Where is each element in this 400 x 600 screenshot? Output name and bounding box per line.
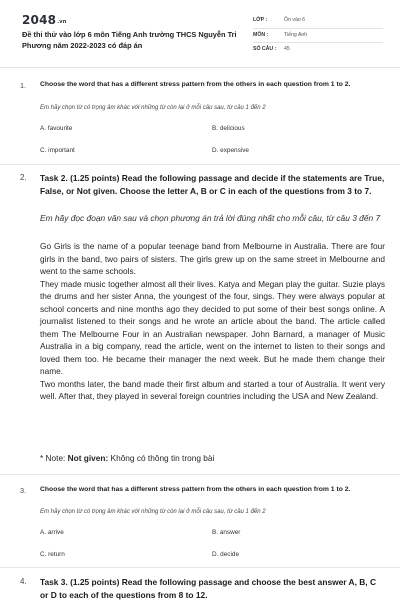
meta-row-class xyxy=(253,14,383,29)
site-logo[interactable] xyxy=(22,13,67,27)
question-divider xyxy=(0,474,400,475)
meta-row-subject xyxy=(253,29,383,44)
answer-option-b[interactable]: B. answer xyxy=(212,529,241,536)
question-divider xyxy=(0,567,400,568)
note-prefix: * Note: xyxy=(40,453,68,463)
task-instruction: Em hãy đọc đoạn văn sau và chọn phương án trả lời đúng nhất cho mỗi câu, từ câu 3 đến 7 xyxy=(40,213,381,223)
logo-main: 2048 xyxy=(22,13,57,27)
question-number: 3. xyxy=(20,486,26,495)
meta-value: 45 xyxy=(284,46,290,52)
passage-paragraph: Go Girls is the name of a popular teenage band from Melbourne in Australia. There are four girls in the band, two pairs of sisters. The girls grew up on the same street in Melbourne and went to the same schools. xyxy=(40,241,385,276)
question-text: Choose the word that has a different stress pattern from the others in each question from 1 to 2. xyxy=(40,486,351,493)
question-instruction: Em hãy chọn từ có trọng âm khác với những từ còn lại ở mỗi câu sau, từ câu 1 đến 2 xyxy=(40,105,266,111)
answer-option-c[interactable]: C. return xyxy=(40,551,65,558)
exam-meta xyxy=(253,14,383,58)
task-title: Task 3. (1.25 points) Read the following passage and choose the best answer A, B, C or D to each of the questions from 8 to 12. xyxy=(40,577,377,600)
question-number: 2. xyxy=(20,173,27,182)
meta-label: SỐ CÂU : xyxy=(253,46,277,52)
meta-label: LỚP : xyxy=(253,17,268,23)
answer-option-c[interactable]: C. important xyxy=(40,147,75,154)
answer-option-a[interactable]: A. favourite xyxy=(40,125,73,132)
passage-paragraph: Two months later, the band made their first album and started a tour of Australia. It went very well. After that, they played in several foreign countries including the USA and New Zealand. xyxy=(40,378,385,401)
reading-passage xyxy=(40,240,385,403)
meta-label: MÔN : xyxy=(253,31,269,38)
question-number: 1. xyxy=(20,81,26,90)
page-header xyxy=(0,0,400,66)
answer-option-b[interactable]: B. delicious xyxy=(212,125,245,132)
question-text: Choose the word that has a different stress pattern from the others in each question from 1 to 2. xyxy=(40,81,351,88)
answer-option-d[interactable]: D. decide xyxy=(212,551,239,558)
question-instruction: Em hãy chọn từ có trọng âm khác với những từ còn lại ở mỗi câu sau, từ câu 1 đến 2 xyxy=(40,509,266,515)
passage-paragraph: They made music together almost all their lives. Katya and Megan play the guitar. Suzie plays the drums and her sister Anna, the youngest of the four, sings. They were always popular at school concerts and nine months ago they decided to put some of their best songs online. A journalist listened to their songs and he wrote an article about the band. The article called them The Melbourne Four in an Australian newspaper. John Barnard, a manager of Music Australia in a big company, read the article, went on the internet to listen to their songs and loved them too. He became their manager the next week. But he made them change their name. xyxy=(40,278,385,376)
meta-value: Ôn vào 6 xyxy=(284,17,306,23)
question-number: 4. xyxy=(20,577,27,586)
task-title: Task 2. (1.25 points) Read the following passage and decide if the statements are True, False, or Not given. Choose the letter A, B or C in each of the questions from 3 to 7. xyxy=(40,173,385,196)
question-divider xyxy=(0,164,400,165)
answer-option-a[interactable]: A. arrive xyxy=(40,529,64,536)
meta-value: Tiếng Anh xyxy=(284,31,308,38)
note-term: Not given: xyxy=(67,453,109,463)
note-definition: Không có thông tin trong bài xyxy=(108,453,215,463)
answer-option-d[interactable]: D. expensive xyxy=(212,147,249,154)
logo-suffix: .vn xyxy=(57,19,67,25)
meta-row-count xyxy=(253,43,383,58)
document-title: Đề thi thử vào lớp 6 môn Tiếng Anh trường THCS Nguyễn Tri Phương năm 2022-2023 có đáp án xyxy=(22,30,237,50)
header-divider xyxy=(0,67,400,68)
passage-note xyxy=(40,452,385,465)
